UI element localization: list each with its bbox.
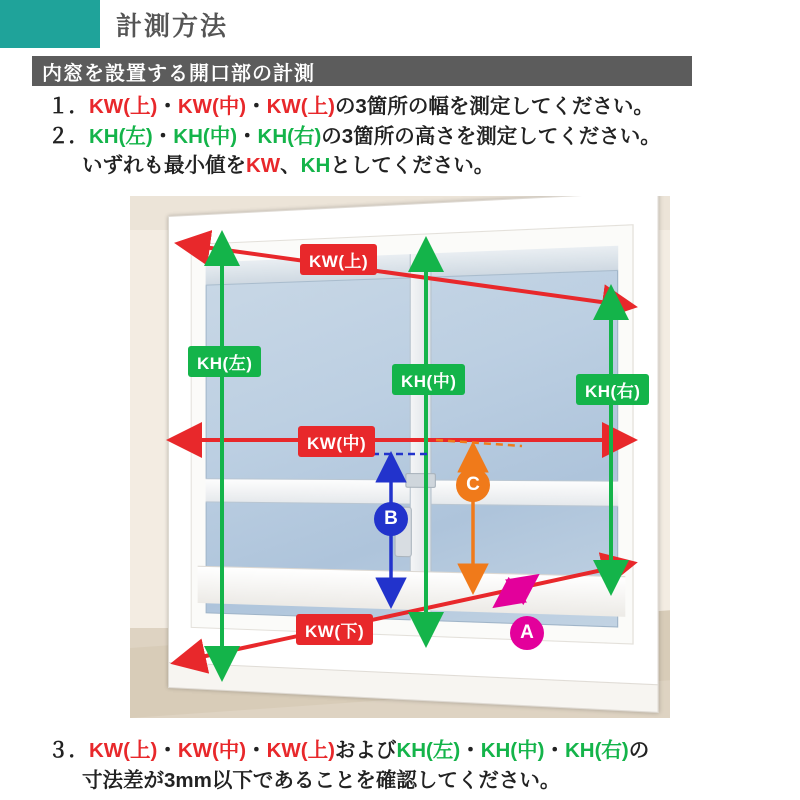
step-3-kh-left: KH(左)	[396, 739, 461, 762]
step-1-tail: の3箇所の幅を測定してください。	[334, 95, 654, 118]
step-3-tail: の	[628, 739, 650, 762]
step-3-kh-center: KH(中)	[480, 739, 545, 762]
step-1-sep-1: ・	[157, 95, 178, 118]
subtitle-text: 内窓を設置する開口部の計測	[42, 62, 315, 85]
step-2-line2-pre: いずれも最小値を	[82, 154, 246, 178]
step-2-sep-1: ・	[152, 124, 174, 148]
measurement-arrows-overlay	[130, 196, 670, 718]
step-3-sep-4: ・	[544, 739, 565, 762]
step-3-sep-3: ・	[460, 739, 481, 762]
label-kh-center: KH(中)	[392, 364, 465, 395]
step-3-kh-right: KH(右)	[564, 739, 629, 762]
step-2-line2-mid: 、	[280, 154, 301, 178]
step-3-line-2: 寸法差が3mm以下であることを確認してください。	[82, 768, 561, 792]
step-3-number: ３．	[48, 739, 89, 762]
step-3-kw-mid: KW(中)	[177, 739, 247, 762]
step-2-line2-kw: KW	[246, 154, 281, 178]
step-3-sep-1: ・	[157, 739, 178, 762]
instruction-step-3	[48, 736, 788, 795]
step-2-line-2	[48, 151, 768, 181]
step-2	[48, 122, 768, 152]
label-kh-left: KH(左)	[188, 346, 261, 377]
step-2-kh-center: KH(中)	[173, 124, 238, 148]
marker-b: B	[374, 502, 408, 536]
step-3-kw-top2: KW(上)	[266, 739, 335, 762]
step-2-number: ２．	[48, 124, 89, 148]
step-1-sep-2: ・	[246, 95, 267, 118]
step-3-line-1	[48, 736, 788, 766]
step-3-sep-2: ・	[246, 739, 267, 762]
instruction-steps	[48, 92, 768, 181]
step-1-kw-top: KW(上)	[89, 95, 158, 118]
title-bar	[0, 0, 800, 48]
step-1	[48, 92, 768, 122]
label-kw-top: KW(上)	[300, 244, 377, 275]
step-2-tail: の3箇所の高さを測定してください。	[321, 124, 661, 148]
marker-a: A	[510, 616, 544, 650]
step-2-kh-left: KH(左)	[89, 124, 153, 148]
step-3-mid: および	[334, 739, 397, 762]
step-2-line2-kh: KH	[300, 154, 331, 178]
arrow-kw-top	[182, 244, 630, 306]
step-3-kw-top: KW(上)	[89, 739, 158, 762]
page-title: 計測方法	[116, 10, 229, 41]
step-1-kw-top2: KW(上)	[266, 95, 335, 118]
step-1-kw-mid: KW(中)	[177, 95, 247, 118]
label-kw-mid: KW(中)	[298, 426, 375, 457]
subtitle-bar	[32, 56, 692, 86]
step-2-sep-2: ・	[237, 124, 258, 148]
step-1-number: １．	[48, 95, 89, 118]
window-measurement-diagram	[130, 196, 670, 718]
label-kh-right: KH(右)	[576, 374, 649, 405]
step-2-kh-right: KH(右)	[257, 124, 322, 148]
step-2-line2-tail: としてください。	[330, 154, 495, 178]
marker-c: C	[456, 468, 490, 502]
title-accent-block	[0, 0, 100, 48]
arrow-kw-bottom	[178, 564, 630, 662]
title-text-area	[100, 0, 800, 48]
label-kw-bottom: KW(下)	[296, 614, 373, 645]
